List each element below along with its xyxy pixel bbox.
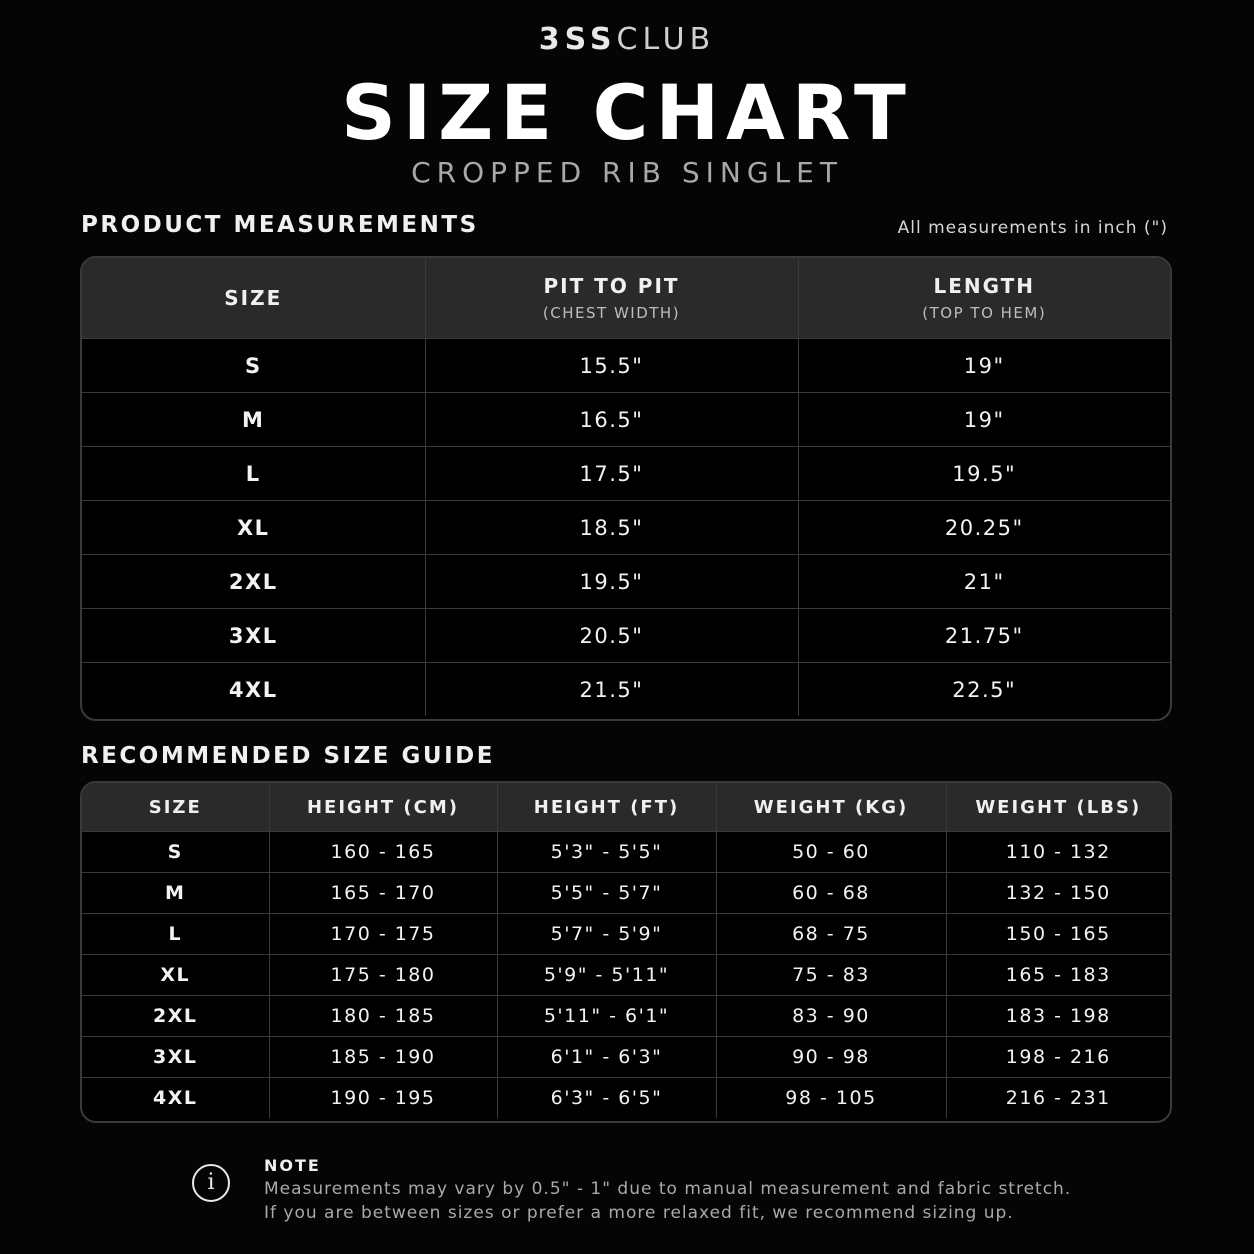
weight-kg-cell: 75 - 83 (716, 955, 946, 996)
height-cm-cell: 165 - 170 (269, 873, 497, 914)
pit-to-pit-cell: 15.5" (425, 339, 798, 393)
weight-kg-cell: 50 - 60 (716, 832, 946, 873)
weight-kg-cell: 98 - 105 (716, 1078, 946, 1119)
height-cm-cell: 190 - 195 (269, 1078, 497, 1119)
column-header-label: PIT TO PIT (543, 274, 680, 298)
product-name: CROPPED RIB SINGLET (411, 156, 843, 189)
height-ft-cell: 5'11" - 6'1" (497, 996, 716, 1037)
table-row (82, 873, 1170, 914)
note-line: Measurements may vary by 0.5" - 1" due to manual measurement and fabric stretch. (264, 1179, 1072, 1199)
length-cell: 19" (798, 393, 1170, 447)
weight-kg-cell: 60 - 68 (716, 873, 946, 914)
table-row (82, 996, 1170, 1037)
note-text (264, 1156, 1124, 1223)
weight-lbs-cell: 183 - 198 (946, 996, 1170, 1037)
table-row (82, 1078, 1170, 1119)
column-header-sublabel: (TOP TO HEM) (922, 304, 1047, 322)
column-header-weight-lbs: WEIGHT (LBS) (946, 783, 1170, 832)
table-row (82, 447, 1170, 501)
weight-lbs-cell: 216 - 231 (1005, 1087, 1111, 1109)
size-cell: M (82, 393, 425, 447)
weight-kg-cell: 90 - 98 (716, 1037, 946, 1078)
note-title: NOTE (264, 1156, 321, 1175)
column-header-size (82, 258, 425, 339)
pit-to-pit-cell: 21.5" (425, 663, 798, 717)
height-cm-cell: 180 - 185 (269, 996, 497, 1037)
table-row (82, 393, 1170, 447)
size-cell: M (82, 873, 269, 914)
weight-lbs-cell: 110 - 132 (946, 832, 1170, 873)
table-row (82, 501, 1170, 555)
table-row (82, 663, 1170, 717)
size-cell: XL (82, 955, 269, 996)
height-cm-cell: 170 - 175 (269, 914, 497, 955)
length-cell: 19.5" (798, 447, 1170, 501)
table-row (82, 609, 1170, 663)
size-cell: 3XL (82, 1037, 269, 1078)
table-header-row (82, 783, 1170, 832)
table-row (82, 914, 1170, 955)
weight-lbs-cell: 198 - 216 (946, 1037, 1170, 1078)
info-icon: i (192, 1164, 230, 1202)
table-header-row (82, 258, 1170, 339)
note-line: If you are between sizes or prefer a more relaxed fit, we recommend sizing up. (264, 1203, 1014, 1223)
brand-part-2: CLUB (616, 22, 716, 57)
height-ft-cell: 5'9" - 5'11" (497, 955, 716, 996)
brand-logo (0, 22, 1254, 57)
table-row (82, 339, 1170, 393)
table-row (82, 555, 1170, 609)
pit-to-pit-cell: 20.5" (425, 609, 798, 663)
size-cell: L (82, 447, 425, 501)
size-cell: 2XL (82, 996, 269, 1037)
column-header-size: SIZE (82, 783, 269, 832)
column-header-height-cm: HEIGHT (CM) (269, 783, 497, 832)
column-header-weight-kg: WEIGHT (KG) (716, 783, 946, 832)
table-row (82, 955, 1170, 996)
column-header-label: SIZE (224, 286, 283, 310)
weight-kg-cell: 68 - 75 (716, 914, 946, 955)
length-cell: 21" (798, 555, 1170, 609)
height-ft-cell: 6'1" - 6'3" (497, 1037, 716, 1078)
weight-kg-cell: 83 - 90 (716, 996, 946, 1037)
height-ft-cell: 5'5" - 5'7" (497, 873, 716, 914)
length-cell: 19" (798, 339, 1170, 393)
length-cell: 20.25" (798, 501, 1170, 555)
column-header-sublabel: (CHEST WIDTH) (542, 304, 681, 322)
weight-lbs-cell: 165 - 183 (946, 955, 1170, 996)
height-ft-cell: 5'7" - 5'9" (497, 914, 716, 955)
table-row (82, 832, 1170, 873)
pit-to-pit-cell: 17.5" (425, 447, 798, 501)
size-cell: 3XL (82, 609, 425, 663)
size-cell: XL (82, 501, 425, 555)
pit-to-pit-cell: 16.5" (425, 393, 798, 447)
size-cell: 4XL (82, 663, 425, 717)
size-cell: L (82, 914, 269, 955)
column-header-pit-to-pit (425, 258, 798, 339)
height-ft-cell: 6'3" - 6'5" (497, 1078, 716, 1119)
brand-part-1: 3SS (538, 22, 617, 57)
size-guide-table (80, 781, 1172, 1123)
units-note: All measurements in inch (") (897, 218, 1168, 238)
height-cm-cell: 185 - 190 (269, 1037, 497, 1078)
pit-to-pit-cell: 19.5" (425, 555, 798, 609)
length-cell: 22.5" (952, 677, 1017, 702)
page-title: SIZE CHART (341, 68, 913, 157)
size-cell: 4XL (82, 1078, 269, 1119)
height-cm-cell: 175 - 180 (269, 955, 497, 996)
product-measurements-table (80, 256, 1172, 721)
length-cell: 21.75" (798, 609, 1170, 663)
height-ft-cell: 5'3" - 5'5" (497, 832, 716, 873)
table-row (82, 1037, 1170, 1078)
column-header-length (798, 258, 1170, 339)
column-header-height-ft: HEIGHT (FT) (497, 783, 716, 832)
size-cell: S (82, 832, 269, 873)
size-cell: 2XL (82, 555, 425, 609)
weight-lbs-cell: 150 - 165 (946, 914, 1170, 955)
size-guide-heading: RECOMMENDED SIZE GUIDE (81, 743, 495, 769)
weight-lbs-cell: 132 - 150 (946, 873, 1170, 914)
height-cm-cell: 160 - 165 (269, 832, 497, 873)
pit-to-pit-cell: 18.5" (425, 501, 798, 555)
column-header-label: LENGTH (933, 274, 1036, 298)
product-measurements-heading: PRODUCT MEASUREMENTS (81, 212, 479, 238)
size-cell: S (82, 339, 425, 393)
